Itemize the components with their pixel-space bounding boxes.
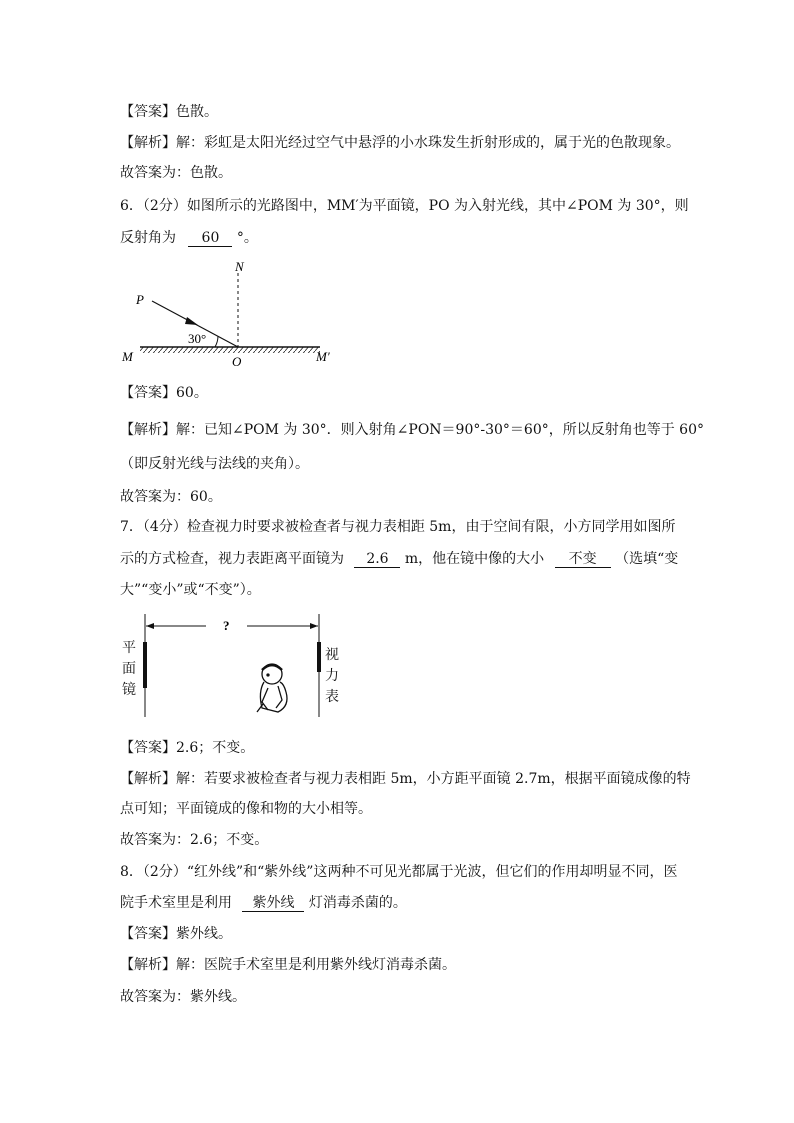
person-figure <box>257 664 287 712</box>
label-N: N <box>235 259 244 274</box>
angle-arc <box>215 336 218 347</box>
q6-light-path-diagram <box>115 255 355 375</box>
q7-stem-line1: 7．（4分）检查视力时要求被检查者与视力表相距 5m，由于空间有限，小方同学用如图所 <box>120 519 676 535</box>
q8-answer: 【答案】紫外线。 <box>120 926 232 942</box>
chart-label-char: 视 <box>325 647 339 663</box>
q6-answer: 【答案】60。 <box>120 385 208 401</box>
q6-stem-line1: 6．（2分）如图所示的光路图中，MM′为平面镜，PO 为入射光线，其中∠POM 为 30°，则 <box>120 198 689 214</box>
q8-stem2-suffix: 灯消毒杀菌的。 <box>308 895 407 911</box>
mirror-hatching <box>140 347 320 353</box>
chart-label-char: 表 <box>325 689 339 705</box>
label-P: P <box>136 292 144 307</box>
q5-conclusion: 故答案为：色散。 <box>120 165 232 181</box>
q7-blank2: 不变 <box>555 551 611 568</box>
q5-analysis: 【解析】解：彩虹是太阳光经过空气中悬浮的小水珠发生折射形成的，属于光的色散现象。 <box>120 135 680 151</box>
eye-chart <box>317 642 321 672</box>
q7-blank1: 2.6 <box>354 551 400 568</box>
q7-answer: 【答案】2.6；不变。 <box>120 740 255 756</box>
q7-conclusion: 故答案为：2.6；不变。 <box>120 832 269 848</box>
chart-label-char: 力 <box>325 668 339 684</box>
right-arrowhead <box>310 623 318 629</box>
q6-stem-prefix: 反射角为 <box>120 230 176 246</box>
q8-stem-line2 <box>120 893 407 913</box>
q7-analysis-line2: 点可知；平面镜成的像和物的大小相等。 <box>120 801 372 817</box>
label-M: M <box>122 349 133 364</box>
q6-stem-line2 <box>120 228 258 248</box>
q6-answer-blank: 60 <box>188 230 232 247</box>
eye-chart-label <box>324 645 340 708</box>
q7-analysis-line1: 【解析】解：若要求被检查者与视力表相距 5m，小方距平面镜 2.7m，根据平面镜成像的特 <box>120 771 691 787</box>
q7-stem2-mid: m，他在镜中像的大小 <box>404 551 545 567</box>
q8-analysis: 【解析】解：医院手术室里是利用紫外线灯消毒杀菌。 <box>120 957 456 973</box>
mirror-label-char: 平 <box>122 640 136 656</box>
q7-stem-line2 <box>120 549 678 569</box>
mirror-label-char: 镜 <box>122 682 136 698</box>
angle-label: 30° <box>188 331 207 346</box>
plane-mirror <box>143 642 147 688</box>
ray-arrowhead <box>185 317 198 325</box>
q7-eye-test-diagram <box>140 612 330 722</box>
mirror-label-char: 面 <box>122 661 136 677</box>
label-O: O <box>232 354 242 369</box>
q7-stem-line3: 大”“变小”或“不变”）。 <box>120 582 261 598</box>
q8-stem2-prefix: 院手术室里是利用 <box>120 895 232 911</box>
q6-stem-suffix: °。 <box>236 230 258 246</box>
left-arrowhead <box>146 623 154 629</box>
q6-conclusion: 故答案为：60。 <box>120 489 222 505</box>
distance-label: ? <box>223 618 230 633</box>
q6-analysis-line1: 【解析】解：已知∠POM 为 30°．则入射角∠PON＝90°-30°＝60°，所以反射角也等于 60° <box>120 422 704 438</box>
q5-answer: 【答案】色散。 <box>120 104 218 120</box>
q6-analysis-line2: （即反射光线与法线的夹角）。 <box>120 456 309 472</box>
q7-stem2-prefix: 示的方式检查，视力表距离平面镜为 <box>120 551 344 567</box>
q8-conclusion: 故答案为：紫外线。 <box>120 989 246 1005</box>
label-M-prime: M′ <box>316 349 330 364</box>
q7-stem2-suffix: （选填“变 <box>615 551 679 567</box>
mirror-label <box>121 638 137 701</box>
q8-answer-blank: 紫外线 <box>242 895 304 912</box>
q8-stem-line1: 8．（2分）“红外线”和“紫外线”这两种不可见光都属于光波，但它们的作用却明显不同，医 <box>120 864 678 880</box>
